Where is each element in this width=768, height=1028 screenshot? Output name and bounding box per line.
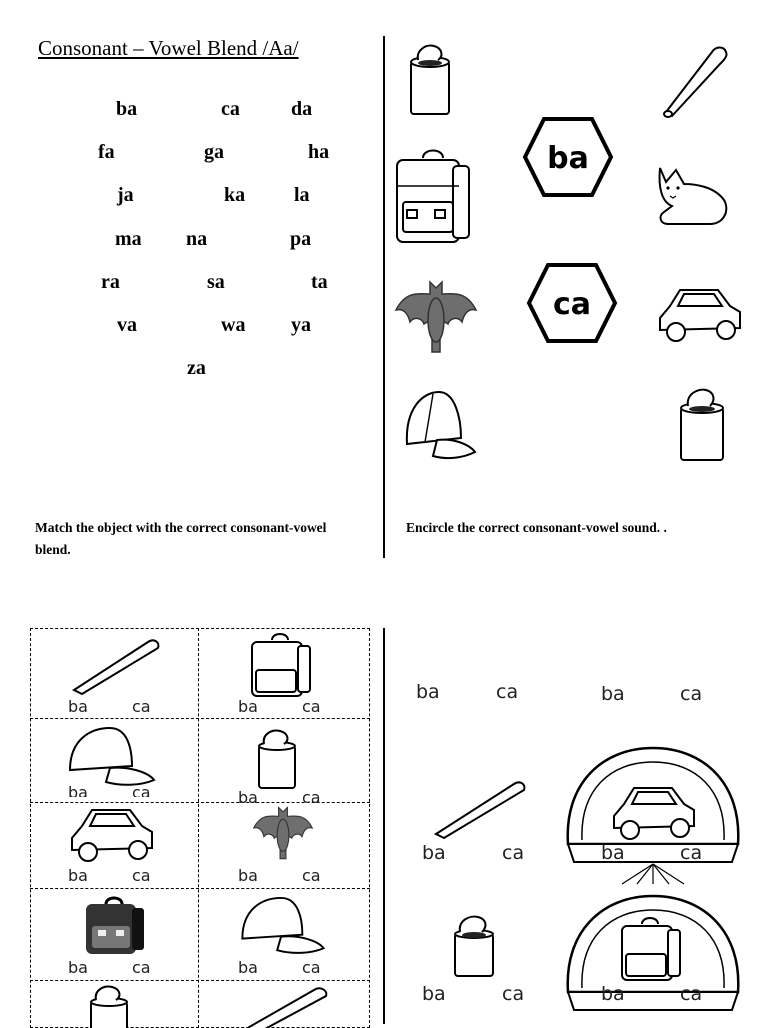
can-icon xyxy=(256,728,300,790)
cap-icon xyxy=(238,896,328,956)
syllable-da: da xyxy=(291,98,313,120)
syllable-wa: wa xyxy=(221,314,246,336)
bat-animal-icon xyxy=(244,806,322,866)
option-ba[interactable]: ba xyxy=(601,983,625,1005)
syllable-fa: fa xyxy=(98,141,115,163)
option-ca[interactable]: ca xyxy=(302,788,321,807)
option-ba[interactable]: ba xyxy=(68,866,88,885)
baseball-bat-icon xyxy=(70,634,162,696)
hexagon-ba-label: ba xyxy=(547,141,589,176)
syllable-ba: ba xyxy=(116,98,138,120)
bat-animal-icon xyxy=(394,280,478,362)
syllable-ha: ha xyxy=(308,141,330,163)
option-ba[interactable]: ba xyxy=(422,983,446,1005)
option-ca[interactable]: ca xyxy=(502,983,525,1005)
option-ca[interactable]: ca xyxy=(302,958,321,977)
syllable-ja: ja xyxy=(117,184,134,206)
hexagon-ca xyxy=(526,262,618,344)
fan-car-icon xyxy=(562,744,744,886)
option-ba[interactable]: ba xyxy=(238,788,258,807)
syllable-za: za xyxy=(187,357,206,379)
card-grid-divider xyxy=(198,628,199,1028)
option-ca[interactable]: ca xyxy=(302,866,321,885)
can-icon xyxy=(88,984,132,1024)
option-ca[interactable]: ca xyxy=(496,681,519,703)
worksheet-title: Consonant – Vowel Blend /Aa/ xyxy=(38,36,299,60)
option-ba[interactable]: ba xyxy=(238,697,258,716)
backpack-icon xyxy=(248,632,314,698)
option-ba[interactable]: ba xyxy=(422,842,446,864)
baseball-bat-icon xyxy=(660,44,730,120)
car-icon xyxy=(68,804,156,866)
cat-icon xyxy=(654,158,732,230)
syllable-ta: ta xyxy=(311,271,328,293)
syllable-ma: ma xyxy=(115,228,142,250)
option-ba[interactable]: ba xyxy=(238,866,258,885)
match-instruction: Match the object with the correct consonant-vowel blend. xyxy=(35,520,327,557)
divider-bottom xyxy=(383,628,385,1024)
option-ca[interactable]: ca xyxy=(502,842,525,864)
syllable-ca: ca xyxy=(221,98,240,120)
car-icon xyxy=(656,284,744,346)
option-ba[interactable]: ba xyxy=(416,681,440,703)
option-ca[interactable]: ca xyxy=(680,842,703,864)
syllable-sa: sa xyxy=(207,271,225,293)
hexagon-ba xyxy=(522,116,614,198)
syllable-ga: ga xyxy=(204,141,224,163)
can-icon xyxy=(678,386,728,462)
backpack-icon xyxy=(82,896,146,956)
option-ba[interactable]: ba xyxy=(601,683,625,705)
option-ca[interactable]: ca xyxy=(132,866,151,885)
syllable-ya: ya xyxy=(291,314,311,336)
option-ba[interactable]: ba xyxy=(68,958,88,977)
option-ba[interactable]: ba xyxy=(68,697,88,716)
fan-backpack-icon xyxy=(562,892,744,1024)
option-ba[interactable]: ba xyxy=(601,842,625,864)
encircle-instruction: Encircle the correct consonant-vowel sound. . xyxy=(406,520,667,535)
syllable-pa: pa xyxy=(290,228,312,250)
cap-icon xyxy=(66,726,158,788)
option-ca[interactable]: ca xyxy=(680,983,703,1005)
syllable-na: na xyxy=(186,228,208,250)
cap-icon xyxy=(403,388,477,464)
can-icon xyxy=(408,42,458,116)
baseball-bat-icon xyxy=(240,984,330,1024)
option-ca[interactable]: ca xyxy=(132,958,151,977)
backpack-icon xyxy=(393,146,473,244)
card-grid-row-line xyxy=(30,888,370,889)
option-ca[interactable]: ca xyxy=(302,697,321,716)
syllable-la: la xyxy=(294,184,310,206)
divider-top xyxy=(383,36,385,558)
syllable-va: va xyxy=(117,314,137,336)
option-ca[interactable]: ca xyxy=(132,697,151,716)
hexagon-ca-label: ca xyxy=(552,287,592,322)
option-ba[interactable]: ba xyxy=(68,783,88,797)
card-grid-row-line xyxy=(30,718,370,719)
syllable-ra: ra xyxy=(101,271,120,293)
option-ca[interactable]: ca xyxy=(680,683,703,705)
option-ba[interactable]: ba xyxy=(238,958,258,977)
baseball-bat-icon xyxy=(432,778,528,840)
option-ca[interactable]: ca xyxy=(132,783,151,797)
card-grid-row-line xyxy=(30,980,370,981)
syllable-ka: ka xyxy=(224,184,246,206)
can-icon xyxy=(452,914,498,978)
